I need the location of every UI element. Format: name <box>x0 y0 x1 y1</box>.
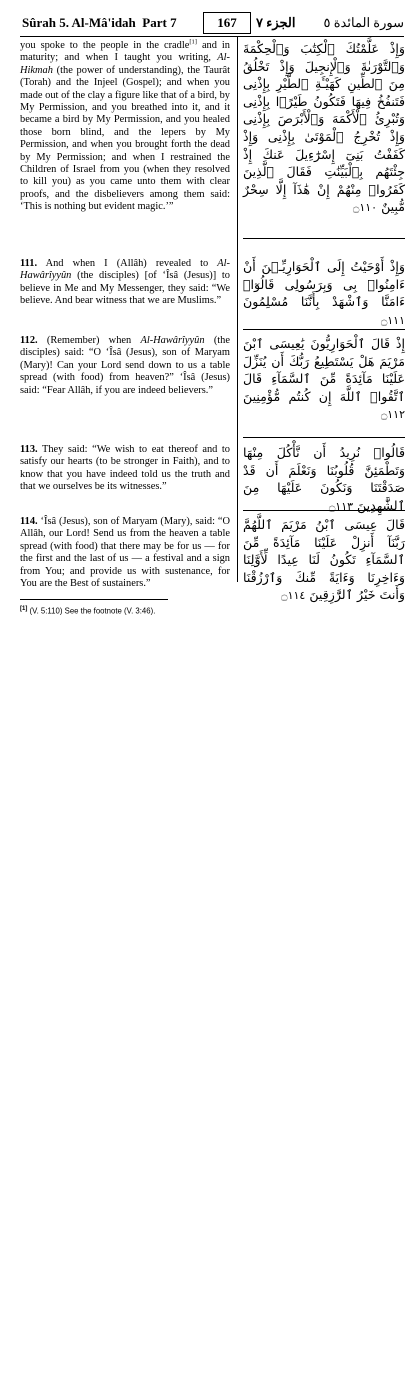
verse-text-segment: and in maturity; and when I taught you writing, <box>20 40 231 64</box>
verse-number: 114. <box>20 516 38 527</box>
ayah-marker-icon: ۝١١٤ <box>281 589 306 603</box>
verse-text-segment: They said: “We wish to eat thereof and to satisfy our hearts (to be stronger in Faith), and to know that you have indeed told us the truth and that we ourselves be its witnesses.” <box>20 444 230 493</box>
juz-label-arabic: الجزء ٧ <box>256 15 296 30</box>
verse-translation <box>20 335 230 397</box>
surah-name: Sûrah 5. Al-Mâ'idah <box>22 15 136 30</box>
verse-arabic <box>243 335 405 424</box>
verse-text-segment: (Remember) when <box>37 335 141 346</box>
header-rule <box>20 36 404 37</box>
verse-arabic <box>243 444 405 515</box>
arabic-text-112: إِذْ قَالَ ٱلْحَوَارِيُّونَ يَٰعِيسَى ٱبْنَ مَرْيَمَ هَلْ يَسْتَطِيعُ رَبُّكَ أَن يُنَزِّلَ عَلَيْنَا مَآئِدَةً مِّنَ ٱلسَّمَآءِ قَالَ ٱتَّقُوا۟ ٱللَّهَ إِن كُنتُم مُّؤْمِنِينَ <box>243 336 405 404</box>
ayah-marker-icon: ۝١١٢ <box>380 408 405 422</box>
verse-arabic <box>243 258 405 329</box>
verse-arabic <box>243 516 405 605</box>
verse-translation <box>20 444 230 494</box>
verse-separator <box>243 329 405 330</box>
part-label: Part 7 <box>142 15 177 30</box>
verse-text-segment: you spoke to the people in the cradle <box>20 40 190 51</box>
footnote <box>20 606 155 616</box>
verse-text-segment: (the power of understanding), the Taurât (Torah) and the Injeel (Gospel); and when you made out of the clay a figure like that of a bird, by My Permission, and you breathed into it, and it became a bird by My Permission, and you healed those born blind, and the lepers by My Permission, and when you brought forth the dead by My Permission; and when I restrained the Children of Israel from you (when they resolved to kill you) as you came unto them with clear proofs, and the disbelievers among them said: ‘This is nothing but evident magic.’” <box>20 64 230 213</box>
verse-text-segment: (the disciples) said: “O ‘Îsâ (Jesus), son of Maryam (Mary)! Can your Lord send down to us a table spread (with food) from heaven?” ‘Îsâ (Jesus) said: “Fear Allâh, if you are indeed believers.” <box>20 335 230 396</box>
verse-number: 112. <box>20 335 38 346</box>
verse-text-112 <box>20 335 230 397</box>
verse-text-segment: ‘Îsâ (Jesus), son of Maryam (Mary), said: “O Allâh, our Lord! Send us from the heaven a table spread (with food) that there may be for us — for the first and the last of us — a festival and a sign from You; and provide us with sustenance, for You are the Best of sustainers.” <box>20 516 230 590</box>
arabic-text-114: قَالَ عِيسَى ٱبْنُ مَرْيَمَ ٱللَّهُمَّ رَبَّنَآ أَنزِلْ عَلَيْنَا مَآئِدَةً مِّنَ ٱلسَّمَآءِ تَكُونُ لَنَا عِيدًا لِّأَوَّلِنَا وَءَاخِرِنَا وَءَايَةً مِّنكَ وَٱرْزُقْنَا وَأَنتَ خَيْرُ ٱلرَّٰزِقِينَ <box>243 517 405 603</box>
verse-separator <box>243 437 405 438</box>
surah-title-english <box>22 15 177 31</box>
page-header <box>20 12 404 36</box>
verse-text-segment: (the disciples) [of ‘Îsâ (Jesus)] to believe in Me and My Messenger, they said: “We believe. And bear witness that we are Muslims.” <box>20 270 230 307</box>
footnote-ref[interactable]: [1] <box>189 38 197 46</box>
verse-separator <box>243 238 405 239</box>
verse-number: 113. <box>20 444 38 455</box>
arabic-text-111: وَإِذْ أَوْحَيْتُ إِلَى ٱلْحَوَارِيِّـۧنَ أَنْ ءَامِنُوا۟ بِى وَبِرَسُولِى قَالُوٓا۟ ءَامَنَّا وَٱشْهَدْ بِأَنَّنَا مُسْلِمُونَ <box>243 259 405 310</box>
verse-separator <box>243 510 405 511</box>
arabic-text-110: وَإِذْ عَلَّمْتُكَ ٱلْكِتَٰبَ وَٱلْحِكْمَةَ وَٱلتَّوْرَىٰةَ وَٱلْإِنجِيلَ وَإِذْ تَخْلُقُ مِنَ ٱلطِّينِ كَهَيْـَٔةِ ٱلطَّيْرِ بِإِذْنِى فَتَنفُخُ فِيهَا فَتَكُونُ طَيْرًۢا بِإِذْنِى وَتُبْرِئُ ٱلْأَكْمَهَ وَٱلْأَبْرَصَ بِإِذْنِى وَإِذْ تُخْرِجُ ٱلْمَوْتَىٰ بِإِذْنِى وَإِذْ كَفَفْتُ بَنِىٓ إِسْرَٰٓءِيلَ عَنكَ إِذْ جِئْتَهُم بِٱلْبَيِّنَٰتِ فَقَالَ ٱلَّذِينَ كَفَرُوا۟ مِنْهُمْ إِنْ هَٰذَآ إِلَّا سِحْرٌ مُّبِينٌ <box>243 41 405 215</box>
verse-text-segment: And when I (Allâh) revealed to <box>37 258 218 269</box>
verse-text-110 <box>20 40 230 214</box>
verse-translation <box>20 258 230 308</box>
verse-number: 111. <box>20 258 38 269</box>
footnote-marker: [1] <box>20 606 28 612</box>
ayah-marker-icon: ۝١١٣ <box>328 499 354 513</box>
verse-text-111 <box>20 258 230 308</box>
footnote-text: (V. 5:110) See the footnote (V. 3:46). <box>27 606 156 616</box>
italic-term: Al-Hawârîyyûn <box>140 335 205 346</box>
column-divider <box>237 37 238 582</box>
italic-term: Al-Hikmah <box>20 52 230 76</box>
footnote-rule <box>20 599 168 600</box>
verse-translation <box>20 516 230 590</box>
ayah-marker-icon: ۝١١٠ <box>352 201 378 215</box>
italic-term: Al-Hawârîyyûn <box>20 258 230 282</box>
ayah-marker-icon: ۝١١١ <box>380 313 405 327</box>
arabic-text-113: قَالُوا۟ نُرِيدُ أَن نَّأْكُلَ مِنْهَا وَتَطْمَئِنَّ قُلُوبُنَا وَنَعْلَمَ أَن قَدْ صَدَقْتَنَا وَنَكُونَ عَلَيْهَا مِنَ ٱلشَّٰهِدِينَ <box>243 445 405 513</box>
verse-text-113 <box>20 444 230 494</box>
verse-arabic <box>243 40 405 217</box>
verse-translation <box>20 40 230 214</box>
page-number: 167 <box>203 12 251 34</box>
verse-text-114 <box>20 516 230 590</box>
surah-title-arabic: سورة المائدة ٥ <box>323 15 404 30</box>
